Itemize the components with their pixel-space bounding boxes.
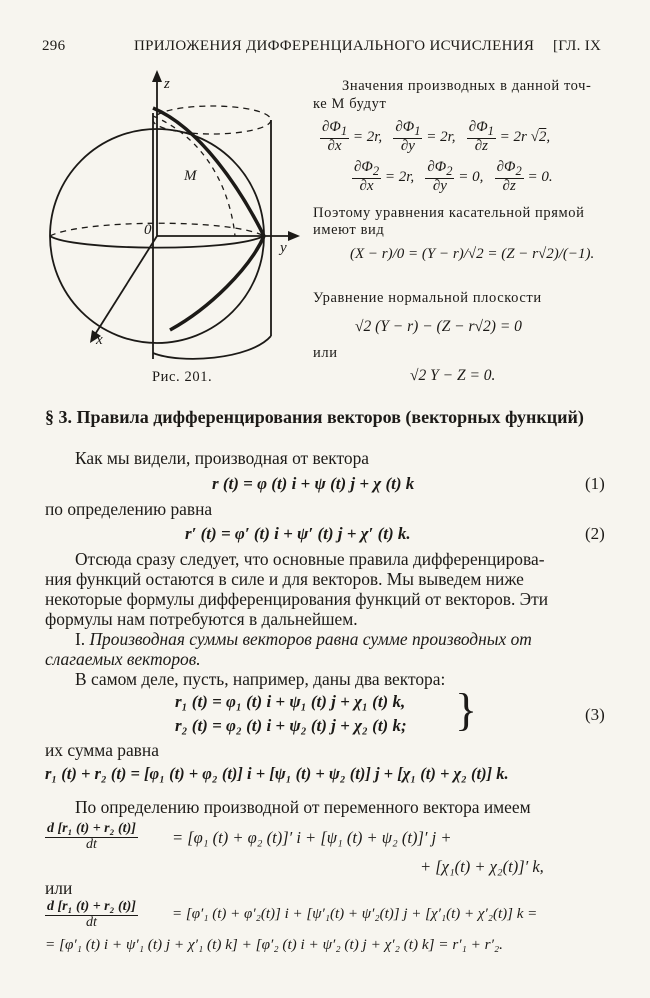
z-arrow-icon bbox=[152, 70, 162, 82]
paragraph-5: их сумма равна bbox=[45, 740, 159, 760]
side-normal-line: Уравнение нормальной плоскости bbox=[313, 290, 542, 306]
equation-6-rhs-line2: = [φ′₁ (t) i + ψ′₁ (t) j + χ′₁ (t) k] + [φ′₂ (t) i + ψ′₂ (t) j + χ′₂ (t) k] = r′₁ + r′₂. bbox=[45, 936, 503, 953]
label-x: x bbox=[96, 332, 103, 348]
paragraph-1: Как мы видели, производная от вектора bbox=[75, 448, 370, 468]
figure-caption: Рис. 201. bbox=[152, 369, 213, 385]
side-intro-line2: ке M будут bbox=[313, 96, 387, 112]
rule-1-line2: слагаемых векторов. bbox=[45, 649, 201, 669]
equation-1-number: (1) bbox=[585, 474, 605, 493]
equation-3a: r₁ (t) = φ₁ (t) i + ψ₁ (t) j + χ₁ (t) k, bbox=[175, 692, 406, 711]
intersection-curve-lower bbox=[170, 236, 264, 330]
side-tangent-line2: имеют вид bbox=[313, 222, 385, 238]
paragraph-3-line2: ния функций остаются в силе и для векторов. Мы выведем ниже bbox=[45, 569, 524, 589]
x-axis bbox=[94, 236, 157, 336]
normal-equation-2: √2 Y − Z = 0. bbox=[410, 367, 496, 384]
rule-1-text-a: Производная суммы векторов равна сумме производных от bbox=[89, 629, 532, 649]
equation-6-numerator: d [r₁ (t) + r₂ (t)] bbox=[47, 899, 136, 914]
figure-sphere-cylinder bbox=[30, 68, 310, 368]
equation-3-number: (3) bbox=[585, 705, 605, 724]
equation-5-denominator: dt bbox=[86, 836, 97, 852]
equation-5-rhs-line2: + [χ₁(t) + χ₂(t)]′ k, bbox=[420, 857, 544, 876]
chapter-label: [ГЛ. IX bbox=[553, 38, 602, 54]
equation-5-fraction bbox=[45, 822, 138, 852]
label-m: M bbox=[184, 168, 197, 184]
page-number: 296 bbox=[42, 38, 66, 54]
paragraph-6: По определению производной от переменного вектора имеем bbox=[75, 797, 531, 817]
equation-2-number: (2) bbox=[585, 524, 605, 543]
paragraph-3-line3: некоторые формулы дифференцирования функций от векторов. Эти bbox=[45, 589, 549, 609]
equation-6-rhs-line1: = [φ′₁ (t) + φ′₂(t)] i + [ψ′₁(t) + ψ′₂(t)] j + [χ′₁(t) + χ′₂(t)] k = bbox=[172, 906, 538, 922]
side-or: или bbox=[313, 345, 338, 361]
running-title: ПРИЛОЖЕНИЯ ДИФФЕРЕНЦИАЛЬНОГО ИСЧИСЛЕНИЯ bbox=[134, 38, 535, 54]
tangent-equation: (X − r)/0 = (Y − r)/√2 = (Z − r√2)/(−1). bbox=[350, 246, 595, 262]
equation-5-numerator: d [r₁ (t) + r₂ (t)] bbox=[47, 821, 136, 836]
label-z: z bbox=[164, 76, 170, 92]
cylinder-top bbox=[153, 106, 271, 134]
paragraph-3-line1: Отсюда сразу следует, что основные правила дифференцирова- bbox=[75, 549, 545, 569]
side-intro-line1: Значения производных в данной точ- bbox=[342, 78, 592, 94]
equation-1: r (t) = φ (t) i + ψ (t) j + χ (t) k bbox=[212, 474, 415, 493]
label-y: y bbox=[280, 240, 287, 256]
equation-3b: r₂ (t) = φ₂ (t) i + ψ₂ (t) j + χ₂ (t) k; bbox=[175, 716, 407, 735]
paragraph-4: В самом деле, пусть, например, даны два вектора: bbox=[75, 669, 446, 689]
derivatives-row1: $\frac{\partial\Phi_1}{\partial x}$ = 2r, $\frac{\partial\Phi_1}{\partial y}$ = 2r, $\frac{\partial\Phi_1}{\partial z}$ = 2r √2, bbox=[322, 119, 551, 155]
rule-1-number: I. bbox=[75, 629, 86, 649]
or-2: или bbox=[45, 878, 73, 898]
equation-5-rhs-line1: = [φ₁ (t) + φ₂ (t)]′ i + [ψ₁ (t) + ψ₂ (t)]′ j + bbox=[172, 828, 452, 847]
section-title: § 3. Правила дифференцирования векторов (векторных функций) bbox=[45, 407, 584, 427]
label-origin: 0 bbox=[144, 222, 152, 238]
cylinder-bottom bbox=[153, 336, 271, 359]
normal-equation-1: √2 (Y − r) − (Z − r√2) = 0 bbox=[355, 318, 522, 335]
intersection-curve-upper bbox=[153, 108, 264, 236]
paragraph-2: по определению равна bbox=[45, 499, 213, 519]
equator-front bbox=[50, 236, 264, 248]
equation-3-brace: } bbox=[455, 684, 478, 735]
y-arrow-icon bbox=[288, 231, 300, 241]
rule-1-line1 bbox=[75, 629, 532, 650]
paragraph-3-line4: формулы нам потребуются в дальнейшем. bbox=[45, 609, 358, 629]
derivatives-row2: $\frac{\partial\Phi_2}{\partial x}$ = 2r, $\frac{\partial\Phi_2}{\partial y}$ = 0, $\frac{\partial\Phi_2}{\partial z}$ = 0. bbox=[354, 159, 553, 195]
equation-6-denominator: dt bbox=[86, 914, 97, 930]
side-tangent-line1: Поэтому уравнения касательной прямой bbox=[313, 205, 585, 221]
equation-2: r′ (t) = φ′ (t) i + ψ′ (t) j + χ′ (t) k. bbox=[185, 524, 411, 543]
equation-6-fraction bbox=[45, 900, 138, 930]
equation-4: r₁ (t) + r₂ (t) = [φ₁ (t) + φ₂ (t)] i + [ψ₁ (t) + ψ₂ (t)] j + [χ₁ (t) + χ₂ (t)] k. bbox=[45, 764, 509, 783]
